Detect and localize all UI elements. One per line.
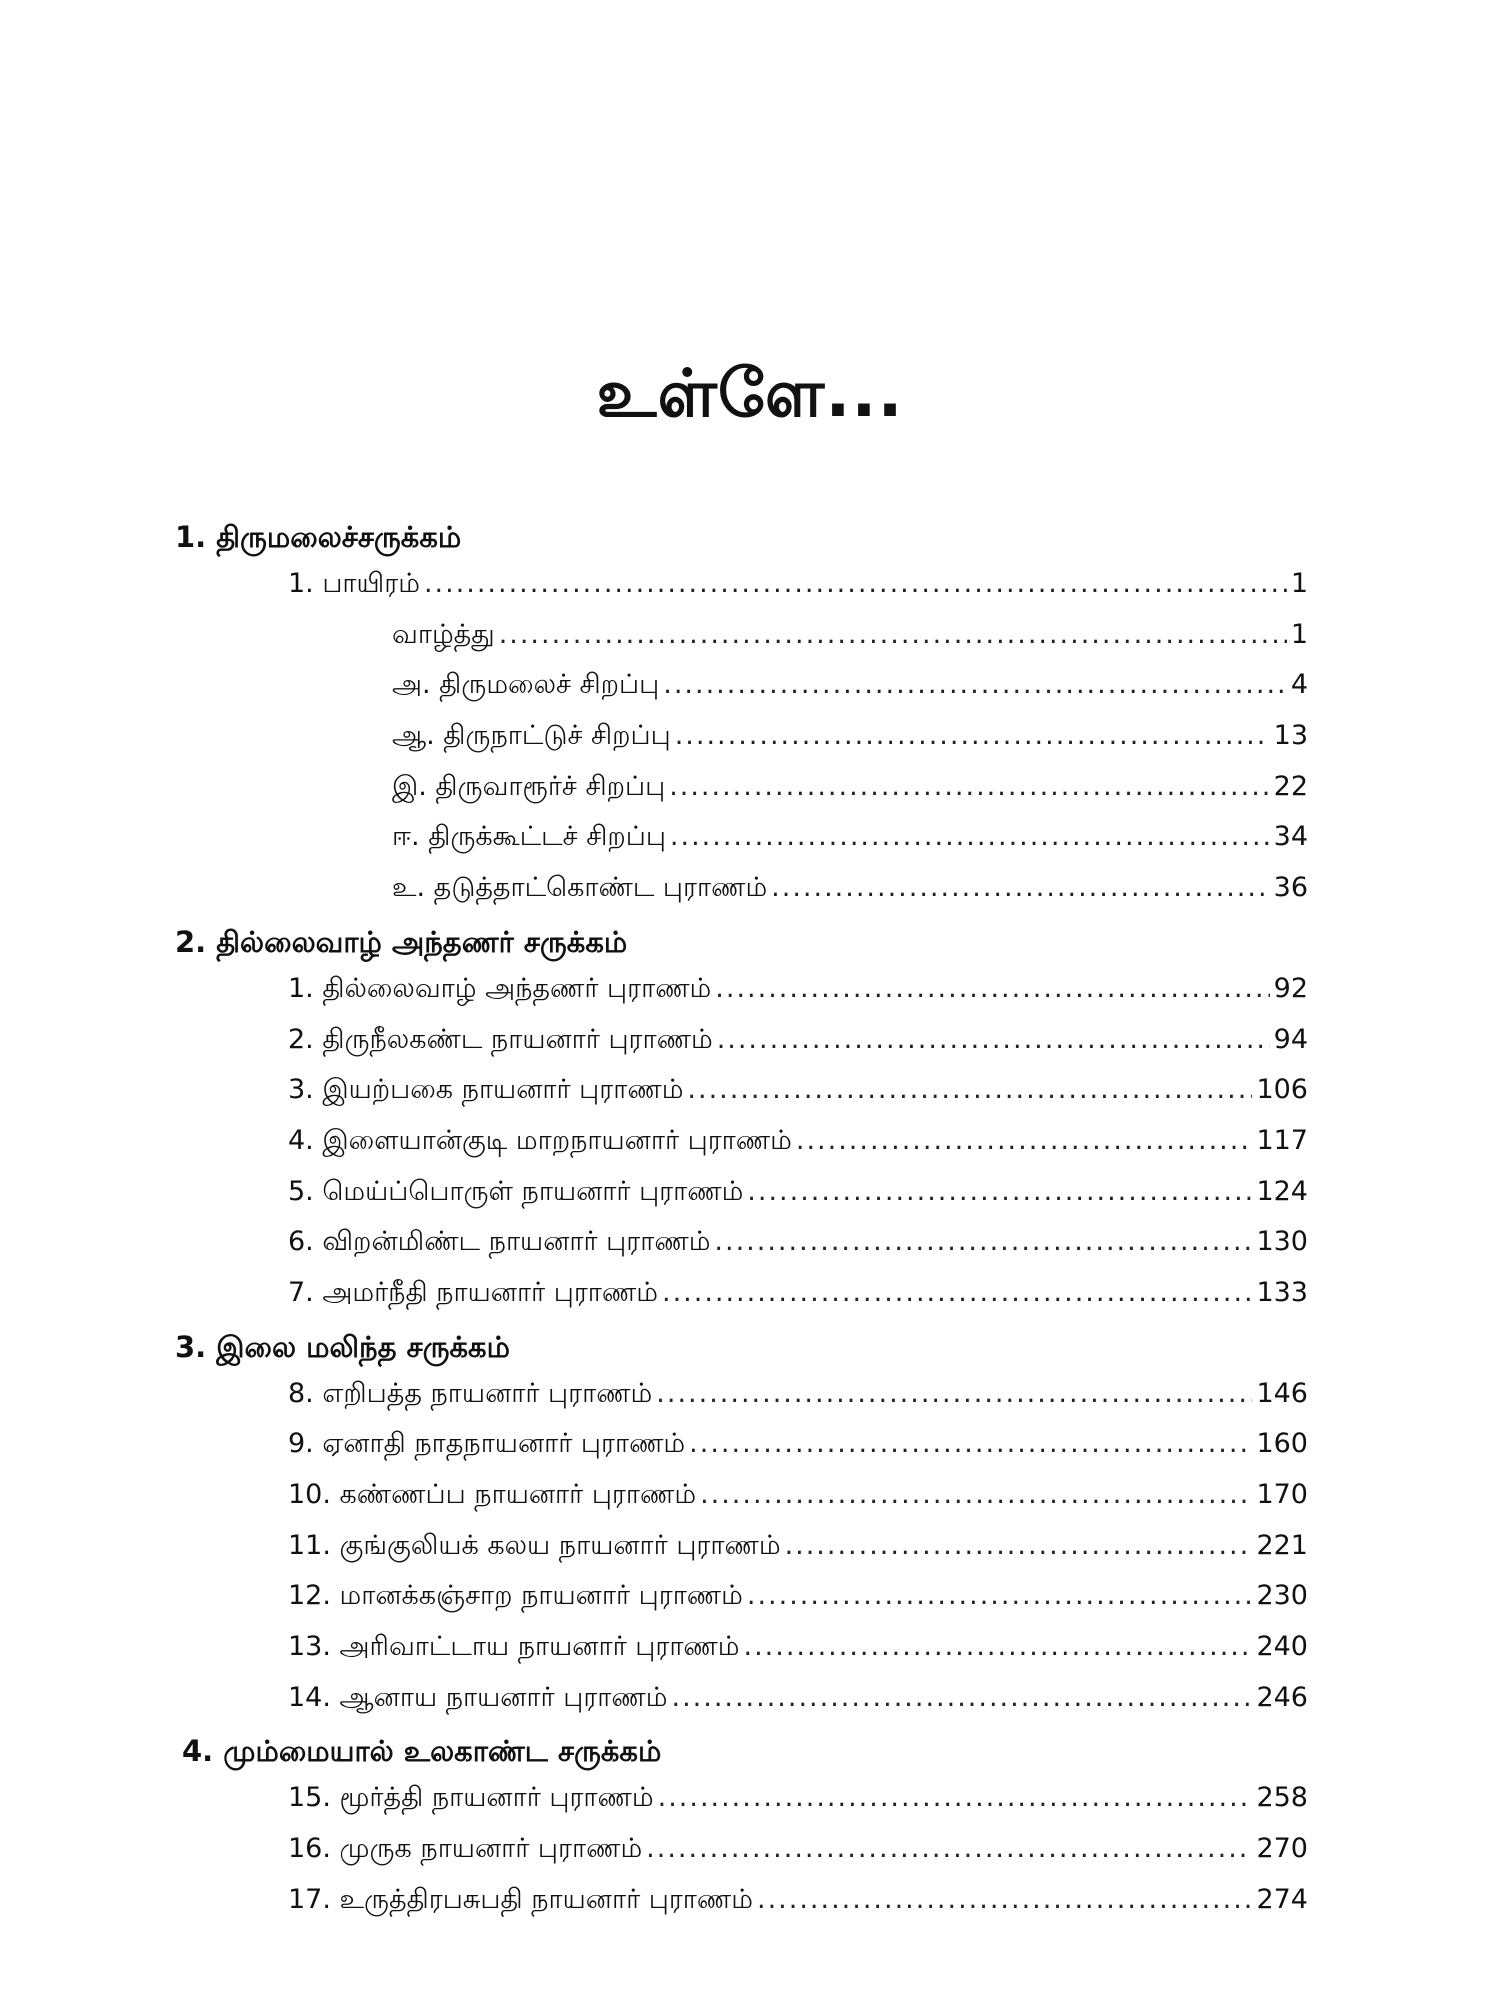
toc-entry[interactable] — [392, 812, 1308, 863]
page-number: 1 — [1290, 568, 1308, 599]
toc-entry[interactable] — [288, 1773, 1308, 1824]
dot-leader — [658, 1773, 1253, 1824]
entry-label: 3. இயற்பகை நாயனார் புராணம் — [288, 1074, 684, 1106]
section-heading-3: 3. இலை மலிந்த சருக்கம் — [175, 1329, 510, 1364]
page-number: 1 — [1290, 618, 1308, 650]
entry-label: 2. திருநீலகண்ட நாயனார் புராணம் — [288, 1023, 713, 1055]
dot-leader — [717, 1015, 1270, 1066]
dot-leader — [744, 1622, 1253, 1673]
page-number: 106 — [1256, 1074, 1308, 1106]
dot-leader — [646, 1824, 1252, 1875]
section-heading-1: 1. திருமலைச்சருக்கம் — [175, 520, 462, 554]
page-number: 270 — [1256, 1833, 1308, 1865]
page-number: 36 — [1273, 872, 1308, 904]
dot-leader — [715, 964, 1269, 1015]
toc-entry[interactable] — [288, 1571, 1308, 1622]
entry-label: 14. ஆனாய நாயனார் புராணம் — [288, 1681, 668, 1713]
toc-entry[interactable] — [288, 1268, 1308, 1319]
toc-entry[interactable] — [288, 1875, 1308, 1926]
entry-label: 4. இளையான்குடி மாறநாயனார் புராணம் — [288, 1124, 792, 1156]
toc-entry[interactable] — [288, 1521, 1308, 1572]
toc-entry[interactable] — [288, 1673, 1308, 1724]
page-number: 13 — [1273, 720, 1308, 752]
toc-entry[interactable] — [392, 711, 1308, 762]
page-number: 130 — [1256, 1226, 1308, 1258]
page-number: 22 — [1273, 770, 1308, 802]
dot-leader — [747, 1167, 1252, 1218]
dot-leader — [687, 1065, 1252, 1116]
dot-leader — [714, 1217, 1252, 1268]
dot-leader — [675, 711, 1270, 762]
entry-label: ஆ. திருநாட்டுச் சிறப்பு — [392, 720, 671, 752]
entry-label: 7. அமர்நீதி நாயனார் புராணம் — [288, 1276, 658, 1308]
page-number: 170 — [1256, 1479, 1308, 1510]
dot-leader — [671, 1673, 1252, 1724]
page-number: 240 — [1256, 1631, 1308, 1663]
entry-label: 17. உருத்திரபசுபதி நாயனார் புராணம் — [288, 1883, 753, 1915]
entry-label: 12. மானக்கஞ்சாற நாயனார் புராணம் — [288, 1580, 743, 1612]
entry-label: 10. கண்ணப்ப நாயனார் புராணம் — [288, 1479, 697, 1510]
toc-entry[interactable] — [288, 1419, 1308, 1470]
toc-entry[interactable] — [288, 1470, 1308, 1521]
entry-label: வாழ்த்து — [392, 618, 495, 650]
page-number: 4 — [1290, 669, 1308, 701]
page-title: உள்ளே... — [596, 355, 904, 432]
toc-entry[interactable] — [288, 1116, 1308, 1167]
page-number: 34 — [1273, 821, 1308, 853]
entry-label: 5. மெய்ப்பொருள் நாயனார் புராணம் — [288, 1175, 744, 1207]
toc-entry[interactable] — [392, 762, 1308, 813]
entry-label: 1. பாயிரம் — [288, 568, 420, 599]
page-number: 160 — [1256, 1428, 1308, 1460]
toc-entry[interactable] — [288, 1015, 1308, 1066]
page-number: 246 — [1256, 1681, 1308, 1713]
page-number: 258 — [1256, 1782, 1308, 1814]
entry-label: இ. திருவாரூர்ச் சிறப்பு — [392, 770, 666, 802]
entry-label: ஈ. திருக்கூட்டச் சிறப்பு — [392, 821, 666, 853]
dot-leader — [663, 660, 1287, 711]
page-number: 230 — [1256, 1580, 1308, 1612]
entry-label: உ. தடுத்தாட்கொண்ட புராணம் — [392, 872, 768, 904]
dot-leader — [669, 762, 1269, 813]
entry-label: 11. குங்குலியக் கலய நாயனார் புராணம் — [288, 1529, 781, 1561]
section-heading-2: 2. தில்லைவாழ் அந்தணர் சருக்கம் — [175, 924, 628, 959]
dot-leader — [424, 559, 1287, 610]
page-number: 117 — [1256, 1124, 1308, 1156]
page-number: 94 — [1273, 1023, 1308, 1055]
page-number: 146 — [1256, 1377, 1308, 1409]
dot-leader — [785, 1521, 1253, 1572]
page-number: 133 — [1256, 1276, 1308, 1308]
entry-label: 9. ஏனாதி நாதநாயனார் புராணம் — [288, 1428, 686, 1460]
page-number: 124 — [1256, 1175, 1308, 1207]
page-number: 221 — [1256, 1529, 1308, 1561]
toc-entry[interactable] — [288, 964, 1308, 1015]
dot-leader — [656, 1369, 1252, 1420]
dot-leader — [771, 863, 1269, 914]
page-number: 274 — [1256, 1883, 1308, 1915]
entry-label: 13. அரிவாட்டாய நாயனார் புராணம் — [288, 1631, 740, 1663]
dot-leader — [757, 1875, 1252, 1926]
entry-label: 6. விறன்மிண்ட நாயனார் புராணம் — [288, 1226, 711, 1258]
section-heading-4: 4. மும்மையால் உலகாண்ட சருக்கம் — [182, 1734, 662, 1769]
dot-leader — [499, 610, 1287, 661]
dot-leader — [662, 1268, 1252, 1319]
dot-leader — [796, 1116, 1253, 1167]
toc-entry[interactable] — [288, 1622, 1308, 1673]
toc-entry[interactable] — [288, 1167, 1308, 1218]
dot-leader — [747, 1571, 1253, 1622]
entry-label: 1. தில்லைவாழ் அந்தணர் புராணம் — [288, 972, 712, 1004]
toc-entry[interactable] — [392, 660, 1308, 711]
page-number: 92 — [1273, 972, 1308, 1004]
entry-label: 15. மூர்த்தி நாயனார் புராணம் — [288, 1782, 654, 1814]
dot-leader — [689, 1419, 1252, 1470]
entry-label: அ. திருமலைச் சிறப்பு — [392, 669, 660, 701]
dot-leader — [670, 812, 1270, 863]
entry-label: 8. எறிபத்த நாயனார் புராணம் — [288, 1377, 653, 1409]
dot-leader — [700, 1470, 1252, 1521]
toc-entry[interactable] — [392, 863, 1308, 914]
entry-label: 16. முருக நாயனார் புராணம் — [288, 1833, 643, 1865]
toc-entry[interactable] — [288, 559, 1308, 610]
toc-entry[interactable] — [288, 1065, 1308, 1116]
toc-entry[interactable] — [288, 1824, 1308, 1875]
toc-entry[interactable] — [288, 1369, 1308, 1420]
table-of-contents — [0, 515, 1500, 1926]
toc-entry[interactable] — [288, 1217, 1308, 1268]
toc-entry[interactable] — [392, 610, 1308, 661]
